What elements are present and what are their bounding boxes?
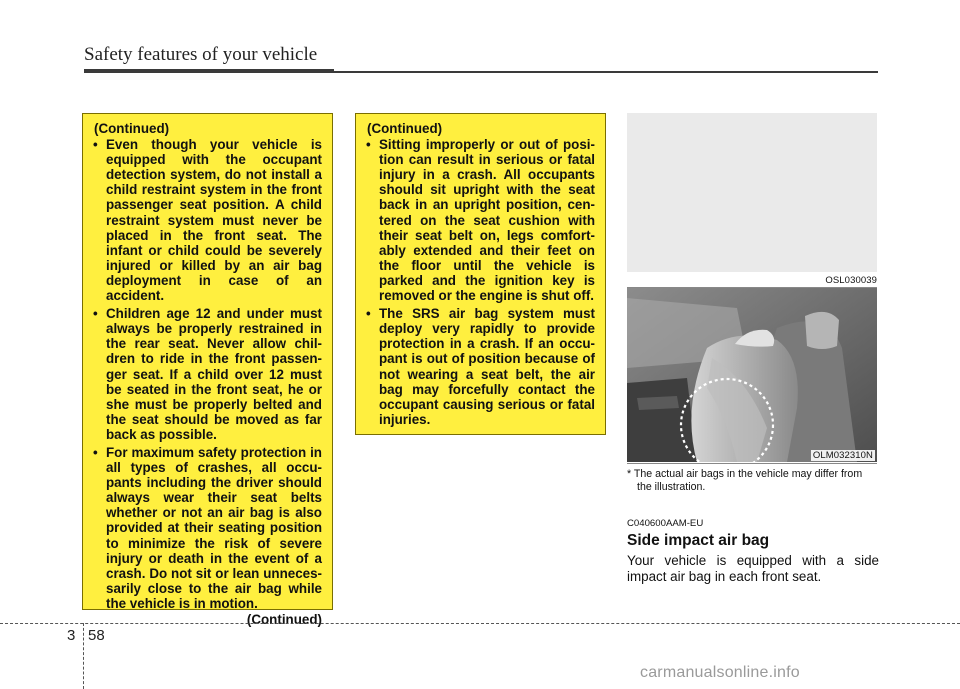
footer-rule: [0, 623, 960, 624]
footer-divider: [83, 623, 84, 689]
warning-bullet: • Sitting improperly or out of posi-tion can result in serious or fatal injury in a crash. All occupants should sit upright with the seat back in an upright position, cen-tered on the seat cushion with their seat belt on, legs comfort-ably extended and their feet on the floor until the vehicle is parked and the ignition key is removed or the engine is shut off.: [366, 137, 595, 303]
warning-bullet: • Children age 12 and under must always be properly restrained in the rear seat. Never allow chil-dren to ride in the front passen-ger seat. If a child over 12 must be seated in the front seat, he or she must be properly belted and the seat should be moved as far back as possible.: [93, 306, 322, 442]
header-rule-thin: [334, 71, 878, 73]
continued-head: (Continued): [94, 121, 170, 136]
figure-code-seat: OLM032310N: [812, 450, 873, 461]
warning-bullet: • Even though your vehicle is equipped with the occupant detection system, do not install a child restraint system in the front passenger seat position. A child restraint system must never be placed in the front seat. The infant or child could be severely injured or killed by an air bag deployment in case of an accident.: [93, 137, 322, 303]
figure-blank-illustration: [627, 113, 877, 272]
continued-foot: (Continued): [246, 612, 322, 627]
section-body: Your vehicle is equipped with a side impact air bag in each front seat.: [627, 553, 879, 584]
page-number: 58: [88, 627, 105, 644]
continued-head: (Continued): [367, 121, 443, 136]
chapter-number: 3: [67, 627, 76, 644]
illustration-note: * The actual air bags in the vehicle may differ from the illustration.: [627, 468, 863, 493]
figure-seat-airbag-photo: [627, 288, 877, 462]
header-rule-thick: [84, 69, 334, 73]
page-header-title: Safety features of your vehicle: [84, 44, 318, 65]
warning-bullet: • The SRS air bag system must deploy very rapidly to provide protection in a crash. If an occu-pant is out of position because of not wearing a seat belt, the air bag may forcefully contact the occupant causing serious or fatal injuries.: [366, 306, 595, 427]
section-code: C040600AAM-EU: [627, 518, 704, 529]
watermark-text: carmanualsonline.info: [640, 664, 800, 681]
figure-code-top: OSL030039: [825, 275, 877, 286]
seat-illustration-icon: [627, 288, 877, 462]
warning-box-middle: [355, 113, 606, 435]
warning-box-left: [82, 113, 333, 627]
figure-caption-rule: [627, 463, 877, 464]
warning-bullet: • For maximum safety protection in all types of crashes, all occu-pants including the driver should always wear their seat belts whether or not an air bag is also provided at their seating position to minimize the risk of severe injury or death in the event of a crash. Do not sit or lean unneces-sarily close to the air bag while the vehicle is in motion.: [93, 445, 322, 611]
section-title: Side impact air bag: [627, 532, 770, 549]
